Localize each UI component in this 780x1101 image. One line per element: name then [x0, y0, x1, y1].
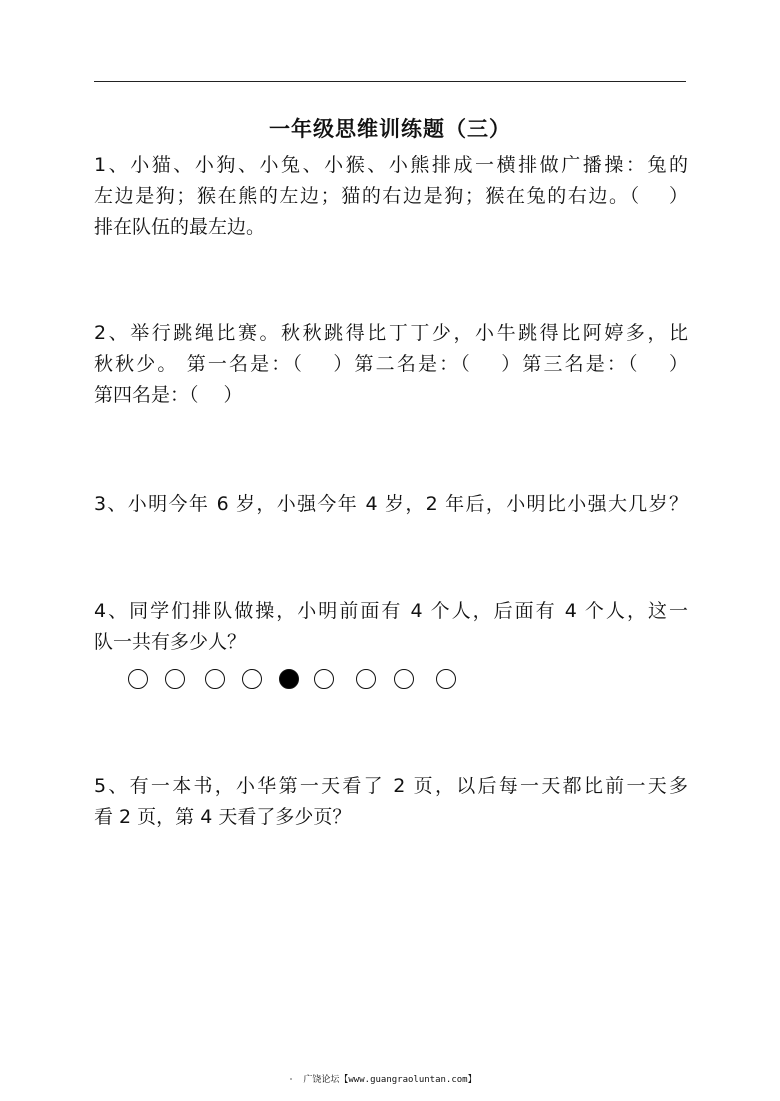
footer-source: 广饶论坛【www.guangraoluntan.com】 [303, 1075, 477, 1085]
circle-empty [242, 669, 262, 689]
circle-empty [314, 669, 334, 689]
circle-filled-xiaoming [279, 669, 299, 689]
question-3 [94, 489, 688, 520]
question-4-line-1: 4、同学们排队做操，小明前面有 4 个人，后面有 4 个人，这一 [94, 600, 688, 622]
circle-empty [394, 669, 414, 689]
question-4 [94, 596, 688, 658]
question-1-line-1: 1、小猫、小狗、小兔、小猴、小熊排成一横排做广播操：兔的 [94, 154, 688, 176]
question-1-line-2: 左边是狗；猴在熊的左边；猫的右边是狗；猴在兔的右边。（ ） [94, 185, 688, 207]
question-5 [94, 771, 688, 833]
circle-empty [205, 669, 225, 689]
question-2-line-3: 第四名是：（ ） [94, 384, 243, 406]
question-3-line-1: 3、小明今年 6 岁，小强今年 4 岁，2 年后，小明比小强大几岁？ [94, 493, 688, 515]
circle-empty [128, 669, 148, 689]
top-divider [94, 81, 686, 82]
question-5-line-2: 看 2 页，第 4 天看了多少页？ [94, 806, 352, 828]
page-title: 一年级思维训练题（三） [269, 117, 511, 141]
question-2 [94, 318, 688, 411]
question-4-line-2: 队一共有多少人？ [94, 631, 247, 653]
question-2-line-2: 秋秋少。 第一名是：（ ）第二名是：（ ）第三名是：（ ） [94, 353, 688, 375]
circle-empty [356, 669, 376, 689]
circle-row [128, 669, 468, 695]
circle-empty [436, 669, 456, 689]
circle-empty [165, 669, 185, 689]
question-1 [94, 150, 688, 243]
question-5-line-1: 5、有一本书，小华第一天看了 2 页，以后每一天都比前一天多 [94, 775, 688, 797]
question-1-line-3: 排在队伍的最左边。 [94, 216, 266, 238]
question-2-line-1: 2、举行跳绳比赛。秋秋跳得比丁丁少，小牛跳得比阿婷多，比 [94, 322, 688, 344]
